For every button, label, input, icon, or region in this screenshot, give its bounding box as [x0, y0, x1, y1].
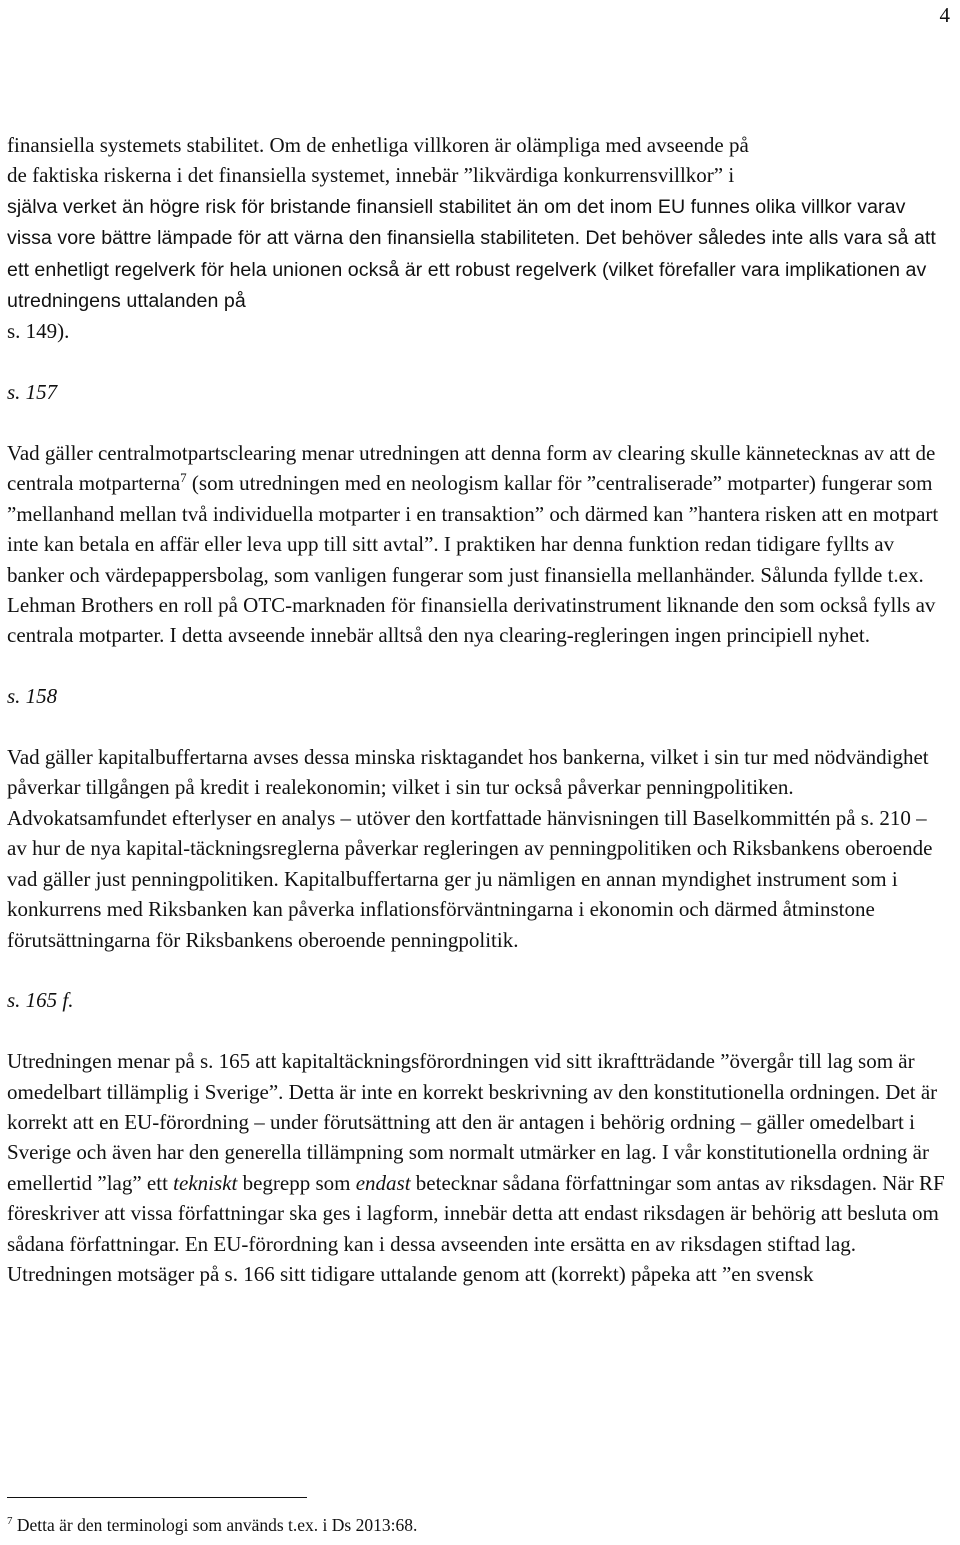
paragraph-line: s. 149). [7, 319, 70, 344]
paragraph-capital-buffers: Vad gäller kapitalbuffertarna avses dessa minska risktagandet hos bankerna, vilket i sin tur med nödvändighet påverkar tillgången på kredit i realekonomin; vilket i sin tur också påverkar penningpolitiken. Advokatsamfundet efterlyser en analys – utöver den kortfattade hänvisningen till Baselkommittén på s. 210 – av hur de nya kapital-täckningsreglerna påverkar regleringen av penningpolitiken och Riksbankens oberoende vad gäller just penningpolitiken. Kapitalbuffertarna ger ju nämligen en annan myndighet instrument som i konkurrens med Riksbanken kan påverka inflationsförväntningarna i ekonomin och därmed åtminstone förutsättningarna för Riksbankens oberoende penningpolitik. [7, 745, 933, 952]
section-heading-165: s. 165 f. [7, 988, 74, 1013]
document-body [7, 130, 945, 1289]
paragraph-sans-text: Det behöver således inte alls vara så att ett enhetligt regelverk för hela unionen också är ett robust regelverk (vilket förefaller vara implikationen av utredningens uttalanden på [7, 227, 936, 313]
footnote [7, 1514, 417, 1536]
section-heading-157: s. 157 [7, 380, 58, 405]
paragraph-sans-text: själva verket än högre risk för bristande finansiell stabilitet än om det inom EU funnes olika villkor varav vissa vore bättre lämpade för att värna den finansiella stabiliteten. [7, 195, 906, 250]
paragraph-text: Vad gäller centralmotpartsclearing menar utredningen att denna form av clearing skulle kännetecknas av att de centrala motparterna [7, 441, 936, 496]
paragraph-stability [7, 130, 945, 347]
paragraph-line: finansiella systemets stabilitet. Om de enhetliga villkoren är olämpliga med avseende på [7, 133, 749, 157]
paragraph-line: de faktiska riskerna i det finansiella systemet, innebär ”likvärdiga konkurrensvillkor” i [7, 163, 735, 188]
footnote-reference: 7 [180, 470, 187, 486]
footnote-text: Detta är den terminologi som används t.ex. i Ds 2013:68. [12, 1515, 418, 1535]
paragraph-text: betecknar sådana författningar som antas av riksdagen. När RF föreskriver att vissa författningar ska ges i lagform, innebär detta att endast riksdagen är behörig att besluta om sådana författningar. En EU-förordning kan i dessa avseenden inte ersätta en av riksdagen stiftad lag. Utredningen motsäger på s. 166 sitt tidigare uttalande genom att (korrekt) påpeka att ”en svensk [7, 1170, 945, 1286]
page-number: 4 [939, 3, 950, 27]
paragraph-clearing [7, 438, 945, 651]
footnote-number: 7 [7, 1515, 13, 1527]
paragraph-regulation [7, 1046, 945, 1289]
emphasis-text: endast [355, 1170, 411, 1195]
paragraph-text: Utredningen menar på s. 165 att kapitaltäckningsförordningen vid sitt ikraftträdande ”övergår till lag som är omedelbart tillämplig i Sverige”. Detta är inte en korrekt beskrivning av den konstitutionella ordningen. Det är korrekt att en EU-förordning – under förutsättning att den är antagen i behörig ordning – gäller omedelbart i Sverige och även har den generella tillämpning som normalt utmärker en lag. I vår konstitutionella ordning är emellertid ”lag” ett [7, 1049, 938, 1195]
footnote-divider [7, 1497, 307, 1498]
paragraph-text: (som utredningen med en neologism kallar för ”centraliserade” motparter) fungerar som ”mellanhand mellan två individuella motparter i en transaktion” och därmed kan ”hantera risken att en motpart inte kan betala en affär eller leva upp till sitt avtal”. I praktiken har denna funktion redan tidigare fyllts av banker och värdepappersbolag, som vanligen fungerar som just finansiella mellanhänder. Sålunda fyllde t.ex. Lehman Brothers en roll på OTC-marknaden för finansiella derivatinstrument liknande den som också fylls av centrala motparter. I detta avseende innebär alltså den nya clearing-regleringen ingen principiell nyhet. [7, 471, 939, 648]
paragraph-text: begrepp som [237, 1170, 356, 1195]
emphasis-text: tekniskt [173, 1170, 238, 1195]
section-heading-158: s. 158 [7, 684, 58, 709]
